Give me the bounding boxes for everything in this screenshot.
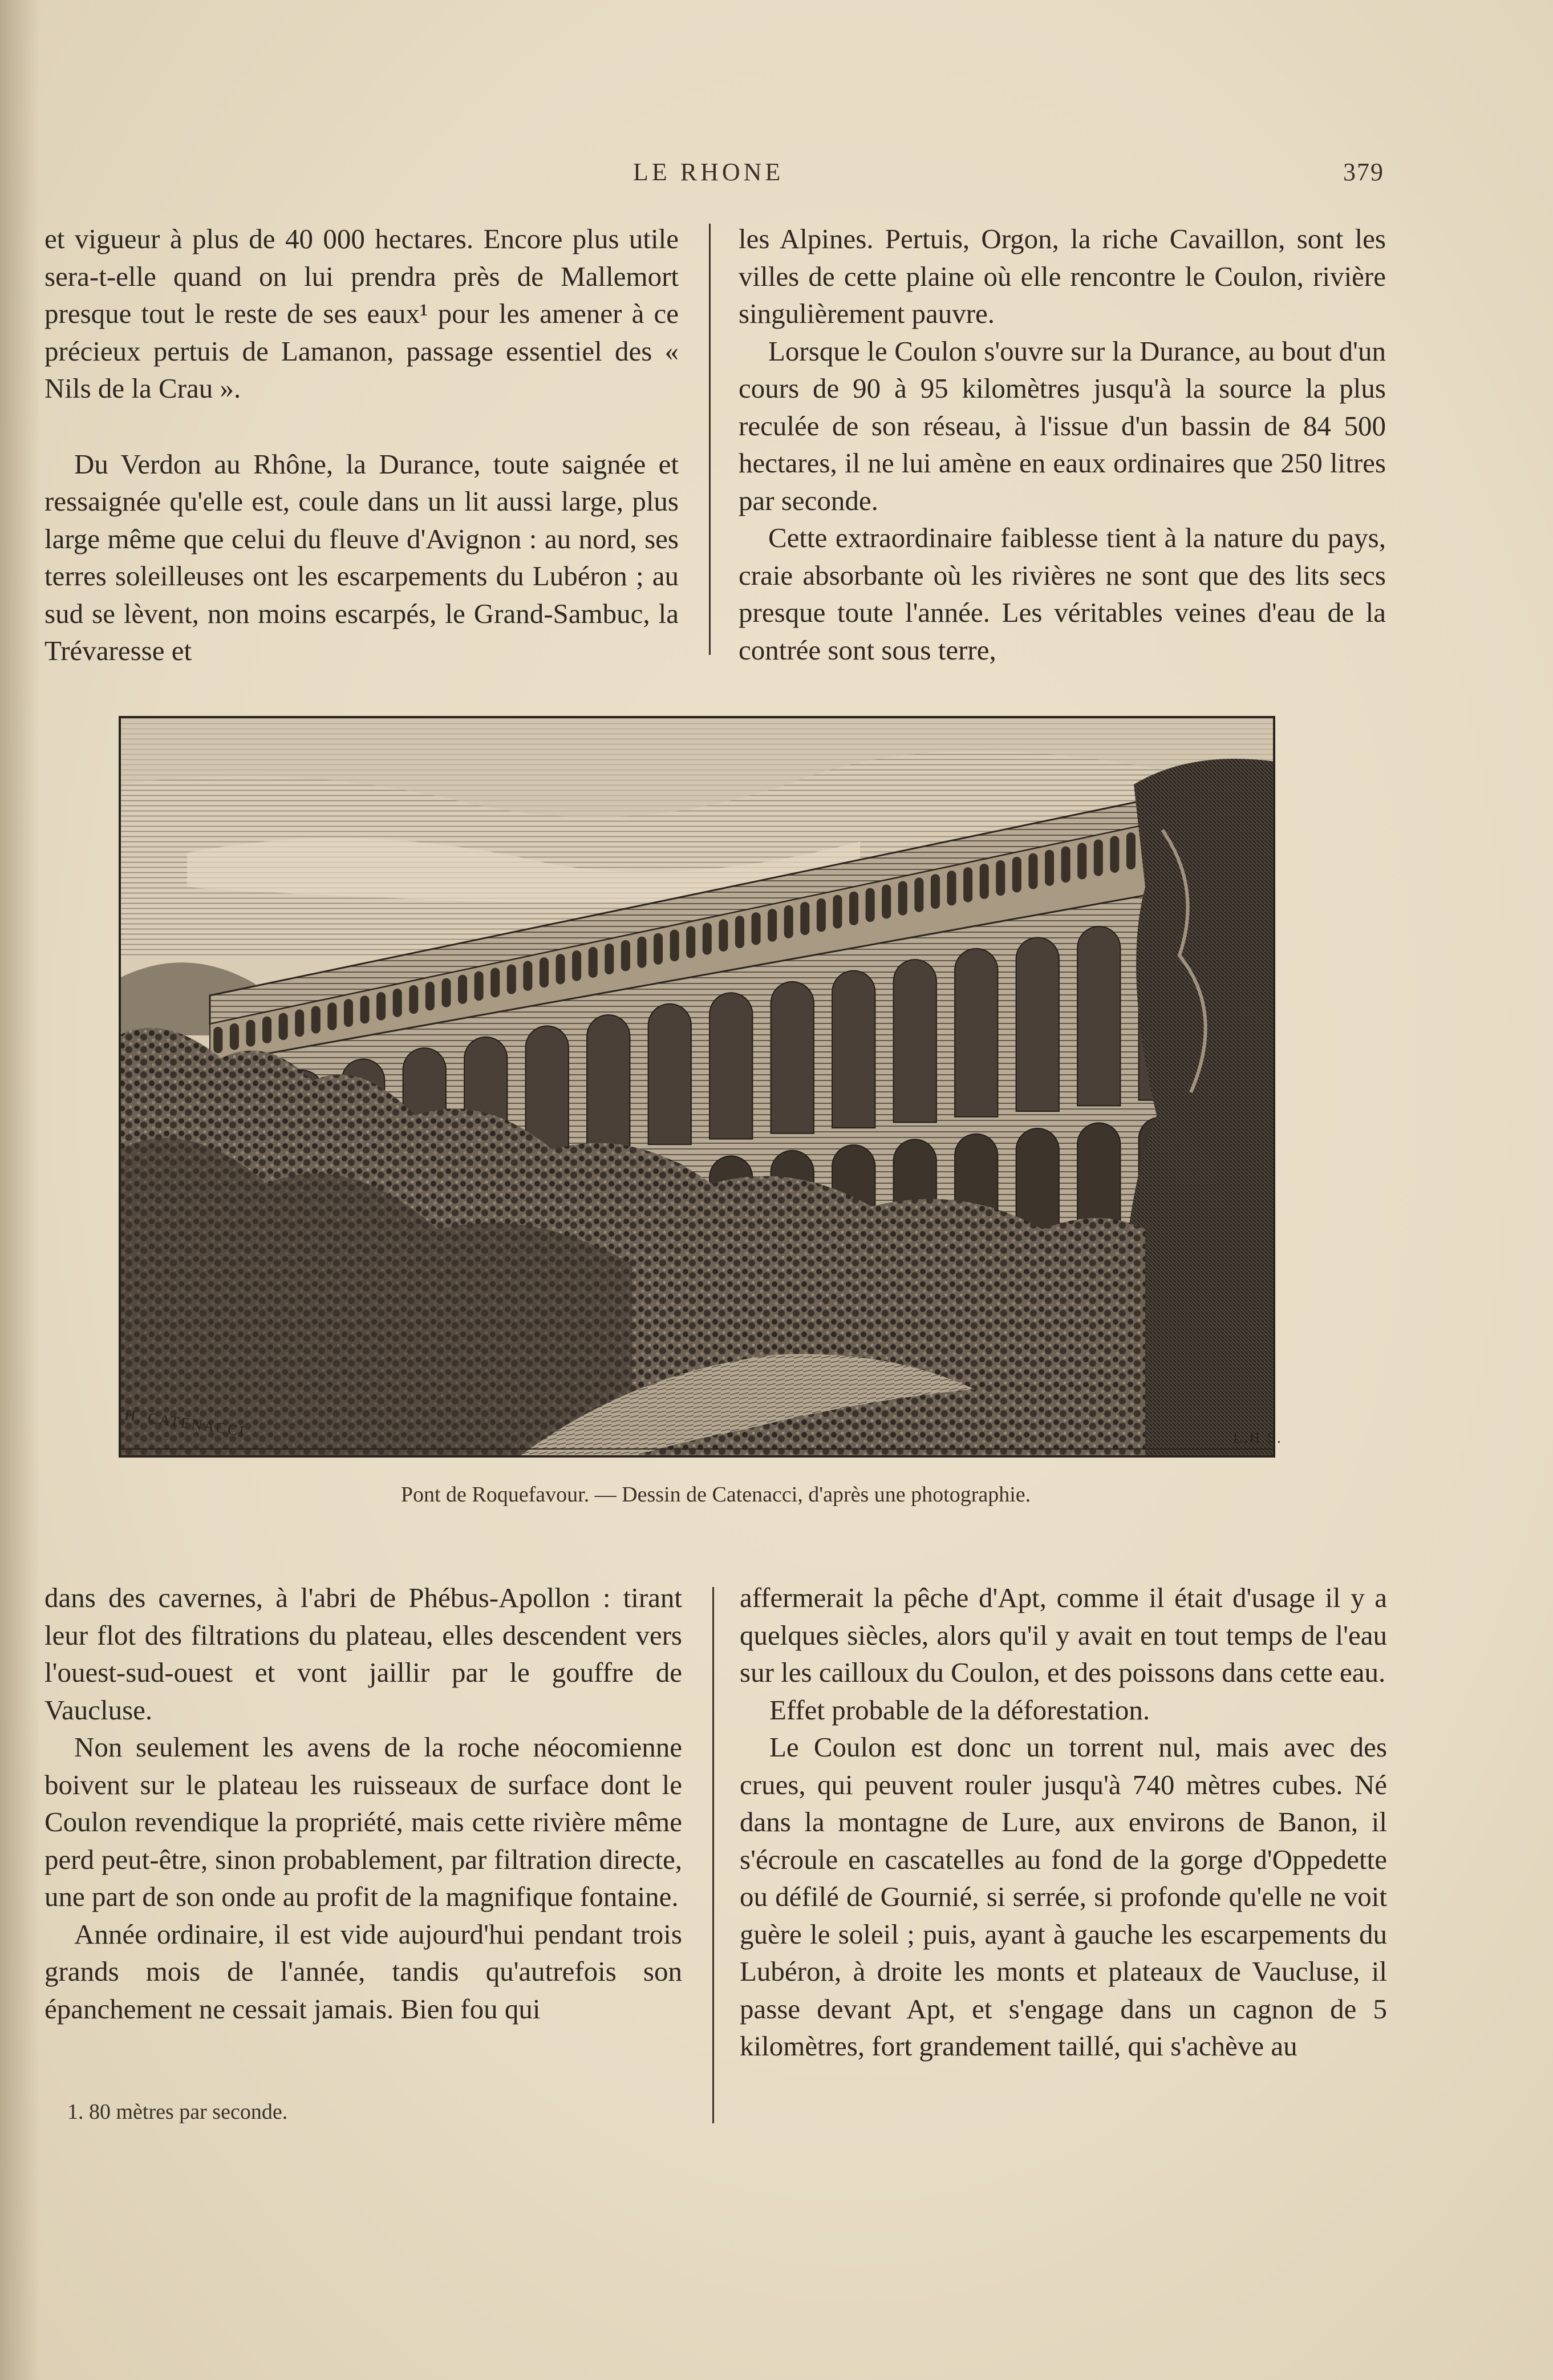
- upper-arch: [1016, 937, 1059, 1111]
- paragraph: Du Verdon au Rhône, la Durance, toute saignée et ressaignée qu'elle est, coule dans un lit aussi large, plus large même que celui du fleuve d'Avignon : au nord, ses terres soleilleuses ont les escarpements du Lubéron ; au sud se lèvent, non moins escarpés, le Grand-Sambuc, la Trévaresse et: [44, 448, 679, 666]
- small-arch: [947, 871, 956, 905]
- small-arch: [327, 1002, 336, 1030]
- small-arch: [311, 1006, 321, 1033]
- small-arch: [866, 888, 875, 922]
- running-title: LE RHONE: [633, 158, 784, 186]
- small-arch: [686, 926, 695, 958]
- footnote: 1. 80 mètres par seconde.: [67, 2100, 288, 2124]
- paragraph: Année ordinaire, il est vide aujourd'hui pendant trois grands mois de l'année, tandis qu'autrefois son épanchement ne cessait jamais. Bien fou qui: [44, 1918, 682, 2025]
- small-arch: [1077, 843, 1086, 880]
- small-arch: [376, 992, 386, 1021]
- small-arch: [703, 922, 712, 954]
- column-top-left: [44, 220, 679, 670]
- small-arch: [393, 989, 402, 1017]
- small-arch: [441, 978, 451, 1007]
- small-arch: [230, 1023, 239, 1050]
- small-arch: [262, 1017, 271, 1043]
- aqueduct-engraving: [119, 716, 1275, 1458]
- binding-shadow: [0, 0, 40, 2380]
- paragraph: et vigueur à plus de 40 000 hectares. Encore plus utile sera-t-elle quand on lui prendra près de Mallemort presque tout le reste de ses eaux¹ pour les amener à ce précieux pertuis de Lamanon, passage essentiel des « Nils de la Crau ».: [44, 223, 679, 404]
- upper-arch: [771, 982, 814, 1134]
- column-bottom-left: [44, 1579, 682, 2027]
- paragraph: Cette extraordinaire faiblesse tient à la nature du pays, craie absorbante où les rivières ne sont que des lits secs presque toute l'année. Les véritables veines d'eau de la contrée sont sous terre,: [739, 522, 1386, 666]
- paragraph: Lorsque le Coulon s'ouvre sur la Durance, au bout d'un cours de 90 à 95 kilomètres jusqu'à la source la plus reculée de son réseau, à l'issue d'un bassin de 84 500 hectares, il ne lui amène en eaux ordinaires que 250 litres par seconde.: [739, 335, 1386, 516]
- paragraph: Le Coulon est donc un torrent nul, mais avec des crues, qui peuvent rouler jusqu'à 740 mètres cubes. Né dans la montagne de Lure, aux environs de Banon, il s'écroule en cascatelles au fond de la gorge d'Oppedette ou défilé de Gournié, si serrée, si profonde qu'elle ne voit guère le soleil ; puis, ayant à gauche les escarpements du Lubéron, à droite les monts et plateaux de Vaucluse, il passe devant Apt, et s'engage dans un cagnon de 5 kilomètres, fort grandement taillé, qui s'achève au: [740, 1731, 1387, 2062]
- small-arch: [621, 940, 630, 972]
- small-arch: [475, 972, 484, 1001]
- small-arch: [980, 864, 989, 899]
- upper-arch: [587, 1015, 630, 1150]
- small-arch: [572, 950, 581, 981]
- upper-arch: [648, 1004, 691, 1144]
- paragraph: affermerait la pêche d'Apt, comme il était d'usage il y a quelques siècles, alors qu'il y avait en tout temps de l'eau sur les cailloux du Coulon, et des poissons dans cette eau.: [740, 1582, 1387, 1688]
- small-arch: [833, 895, 842, 929]
- small-arch: [1012, 857, 1021, 893]
- paragraph: Effet probable de la déforestation.: [769, 1694, 1150, 1726]
- small-arch: [523, 961, 532, 991]
- small-arch: [752, 912, 761, 945]
- artist-signature: H. CATENACCI: [124, 1406, 247, 1440]
- small-arch: [409, 985, 418, 1014]
- small-arch: [556, 954, 565, 984]
- paragraph: les Alpines. Pertuis, Orgon, la riche Cavaillon, sont les villes de cette plaine où elle rencontre le Coulon, rivière singulièrement pauvre.: [739, 223, 1386, 329]
- small-arch: [1061, 847, 1071, 883]
- small-arch: [213, 1027, 222, 1053]
- column-bottom-right: [740, 1579, 1387, 2065]
- small-arch: [1045, 850, 1054, 886]
- small-arch: [914, 877, 923, 912]
- small-arch: [295, 1010, 304, 1037]
- small-arch: [931, 874, 940, 909]
- small-arch: [605, 944, 614, 974]
- column-divider: [712, 1587, 714, 2123]
- upper-arch: [709, 993, 752, 1139]
- small-arch: [246, 1020, 255, 1047]
- upper-arch: [955, 949, 998, 1117]
- small-arch: [425, 982, 435, 1011]
- small-arch: [360, 995, 370, 1023]
- small-arch: [768, 909, 777, 942]
- small-arch: [490, 968, 500, 998]
- small-arch: [589, 947, 598, 978]
- column-divider: [709, 224, 711, 655]
- small-arch: [1094, 839, 1103, 876]
- upper-arch: [1077, 926, 1120, 1106]
- small-arch: [817, 898, 826, 932]
- small-arch: [963, 867, 972, 902]
- small-arch: [458, 975, 467, 1004]
- small-arch: [800, 902, 809, 935]
- small-arch: [1126, 832, 1136, 869]
- small-arch: [784, 905, 793, 938]
- small-arch: [719, 919, 728, 952]
- small-arch: [344, 999, 353, 1027]
- paragraph: Non seulement les avens de la roche néocomienne boivent sur le plateau les ruisseaux de surface dont le Coulon revendique la propriété, mais cette rivière même perd peut-être, sinon probablement, par filtration directe, une part de son onde au profit de la magnifique fontaine.: [44, 1731, 682, 1912]
- small-arch: [882, 885, 891, 919]
- upper-arch: [894, 960, 936, 1122]
- engraver-signature: L.H.S.: [1233, 1430, 1283, 1446]
- small-arch: [540, 957, 549, 987]
- small-arch: [670, 930, 679, 962]
- small-arch: [507, 964, 516, 994]
- paragraph: dans des cavernes, à l'abri de Phébus-Apollon : tirant leur flot des filtrations du plateau, elles descendent vers l'ouest-sud-ouest et vont jaillir par le gouffre de Vaucluse.: [44, 1582, 682, 1726]
- small-arch: [996, 860, 1005, 896]
- page-number: 379: [1343, 158, 1384, 186]
- upper-arch: [832, 971, 875, 1128]
- small-arch: [1110, 836, 1119, 873]
- column-top-right: [739, 220, 1386, 669]
- small-arch: [898, 881, 907, 915]
- small-arch: [1028, 853, 1037, 889]
- small-arch: [849, 892, 858, 925]
- small-arch: [637, 937, 646, 968]
- small-arch: [279, 1013, 288, 1041]
- figure-caption: Pont de Roquefavour. — Dessin de Catenacci, d'après une photographie.: [400, 1483, 1031, 1507]
- small-arch: [735, 916, 744, 948]
- small-arch: [654, 933, 663, 965]
